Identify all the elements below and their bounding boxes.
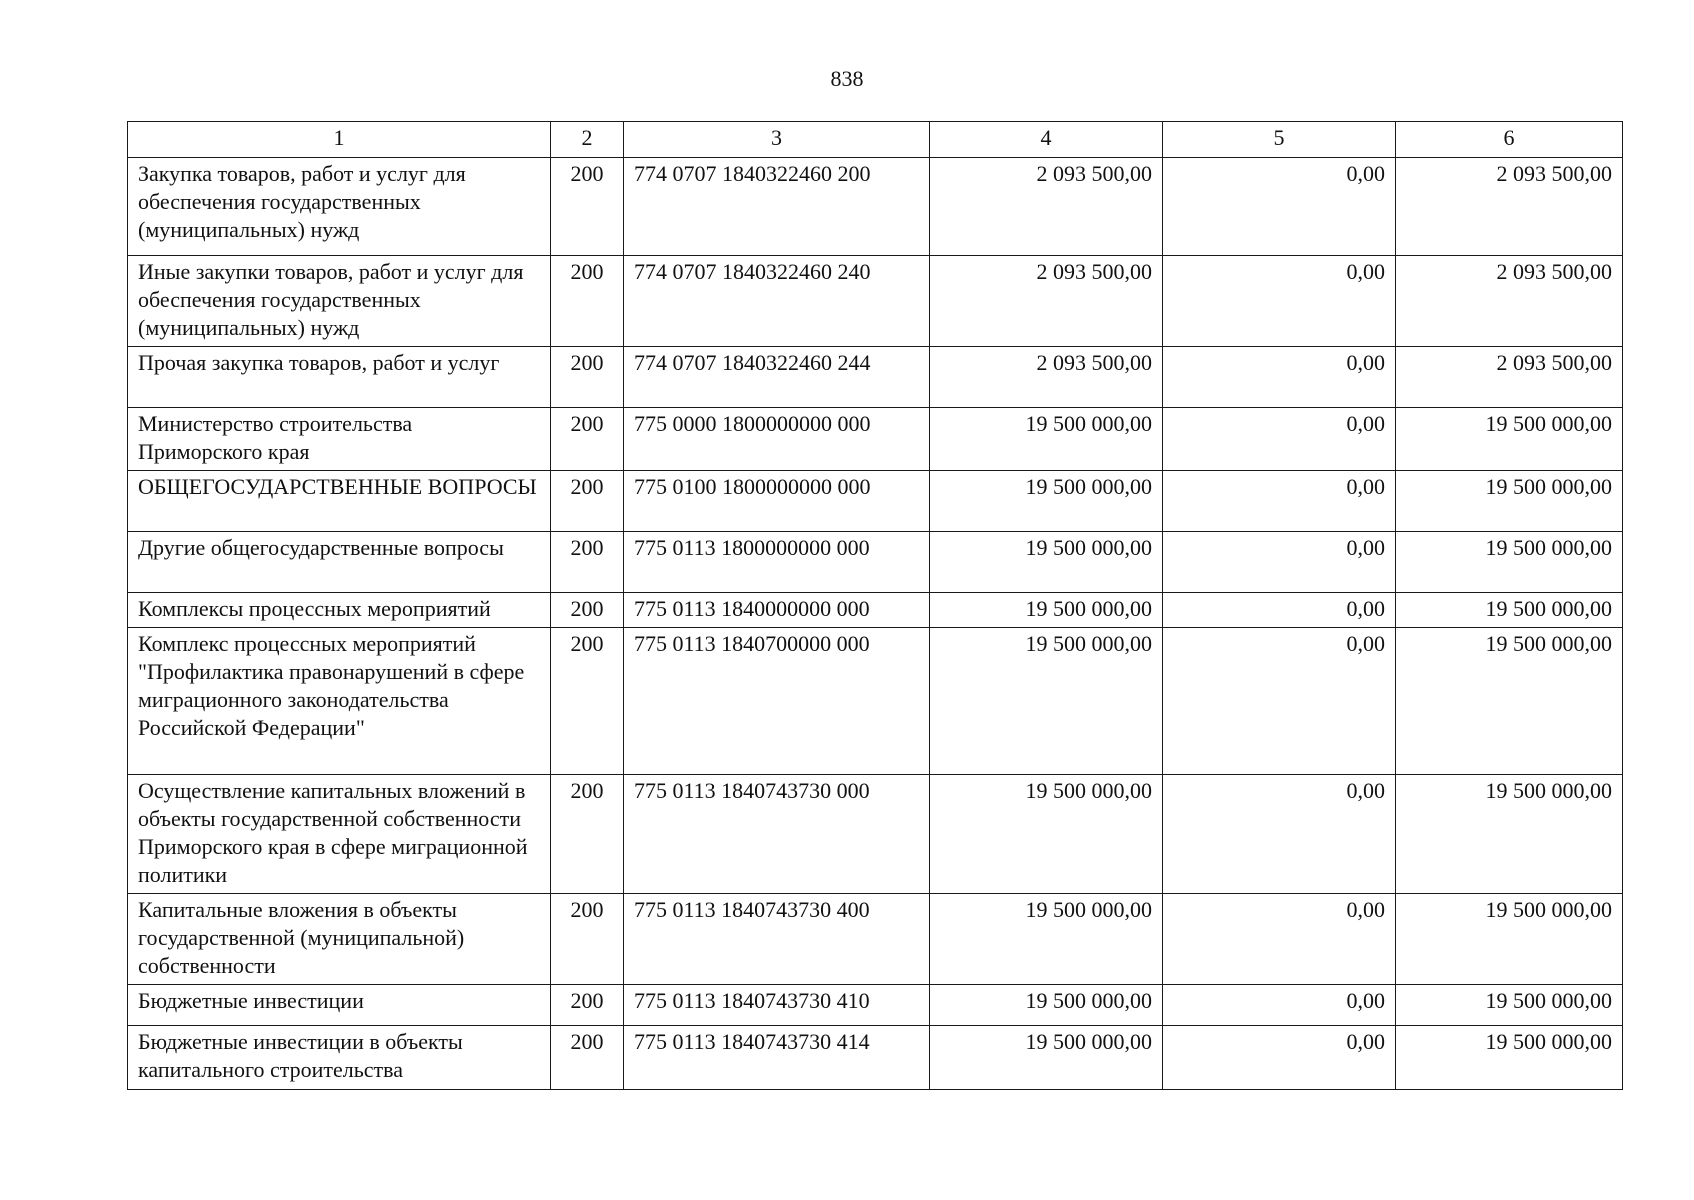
- row-change: 0,00: [1163, 628, 1396, 775]
- row-amount: 19 500 000,00: [930, 471, 1163, 532]
- row-change: 0,00: [1163, 158, 1396, 256]
- row-name: Осуществление капитальных вложений в объекты государственной собственности Приморского края в сфере миграционной политики: [128, 775, 551, 894]
- row-name: Комплексы процессных мероприятий: [128, 593, 551, 628]
- row-total: 19 500 000,00: [1396, 532, 1623, 593]
- row-classification-code: 775 0113 1840743730 400: [624, 894, 930, 985]
- row-amount: 19 500 000,00: [930, 1026, 1163, 1090]
- row-classification-code: 774 0707 1840322460 244: [624, 347, 930, 408]
- row-classification-code: 775 0000 1800000000 000: [624, 408, 930, 471]
- column-header: 4: [930, 122, 1163, 158]
- row-name: Министерство строительства Приморского края: [128, 408, 551, 471]
- row-change: 0,00: [1163, 532, 1396, 593]
- row-total: 19 500 000,00: [1396, 1026, 1623, 1090]
- row-classification-code: 775 0113 1840743730 414: [624, 1026, 930, 1090]
- row-total: 2 093 500,00: [1396, 347, 1623, 408]
- row-amount: 19 500 000,00: [930, 628, 1163, 775]
- row-total: 2 093 500,00: [1396, 256, 1623, 347]
- row-classification-code: 775 0113 1840743730 000: [624, 775, 930, 894]
- table-row: [128, 158, 1623, 256]
- row-change: 0,00: [1163, 593, 1396, 628]
- column-header: 1: [128, 122, 551, 158]
- row-name: Бюджетные инвестиции в объекты капитального строительства: [128, 1026, 551, 1090]
- row-amount: 19 500 000,00: [930, 593, 1163, 628]
- row-amount: 2 093 500,00: [930, 347, 1163, 408]
- row-change: 0,00: [1163, 775, 1396, 894]
- row-code: 200: [551, 628, 624, 775]
- row-code: 200: [551, 256, 624, 347]
- column-header: 5: [1163, 122, 1396, 158]
- table-row: [128, 628, 1623, 775]
- row-code: 200: [551, 985, 624, 1026]
- row-amount: 19 500 000,00: [930, 408, 1163, 471]
- header-row: [128, 122, 1623, 158]
- row-total: 19 500 000,00: [1396, 775, 1623, 894]
- row-change: 0,00: [1163, 347, 1396, 408]
- row-total: 19 500 000,00: [1396, 894, 1623, 985]
- row-code: 200: [551, 158, 624, 256]
- row-code: 200: [551, 894, 624, 985]
- row-amount: 2 093 500,00: [930, 158, 1163, 256]
- row-amount: 19 500 000,00: [930, 532, 1163, 593]
- row-name: Бюджетные инвестиции: [128, 985, 551, 1026]
- row-change: 0,00: [1163, 471, 1396, 532]
- table-row: [128, 408, 1623, 471]
- row-name: Закупка товаров, работ и услуг для обеспечения государственных (муниципальных) нужд: [128, 158, 551, 256]
- row-name: Иные закупки товаров, работ и услуг для обеспечения государственных (муниципальных) нужд: [128, 256, 551, 347]
- row-name: Прочая закупка товаров, работ и услуг: [128, 347, 551, 408]
- row-code: 200: [551, 471, 624, 532]
- table-row: [128, 471, 1623, 532]
- column-header: 2: [551, 122, 624, 158]
- column-header: 3: [624, 122, 930, 158]
- row-total: 19 500 000,00: [1396, 408, 1623, 471]
- row-name: Другие общегосударственные вопросы: [128, 532, 551, 593]
- row-classification-code: 774 0707 1840322460 240: [624, 256, 930, 347]
- row-change: 0,00: [1163, 408, 1396, 471]
- row-total: 19 500 000,00: [1396, 985, 1623, 1026]
- table-row: [128, 985, 1623, 1026]
- table-row: [128, 1026, 1623, 1090]
- table-row: [128, 256, 1623, 347]
- column-header: 6: [1396, 122, 1623, 158]
- row-classification-code: 775 0113 1840700000 000: [624, 628, 930, 775]
- row-amount: 19 500 000,00: [930, 775, 1163, 894]
- table-row: [128, 894, 1623, 985]
- page-number: 838: [830, 66, 864, 91]
- table-row: [128, 593, 1623, 628]
- row-change: 0,00: [1163, 256, 1396, 347]
- row-change: 0,00: [1163, 1026, 1396, 1090]
- row-code: 200: [551, 532, 624, 593]
- row-code: 200: [551, 347, 624, 408]
- row-name: ОБЩЕГОСУДАРСТВЕННЫЕ ВОПРОСЫ: [128, 471, 551, 532]
- table-row: [128, 775, 1623, 894]
- row-code: 200: [551, 408, 624, 471]
- row-total: 19 500 000,00: [1396, 471, 1623, 532]
- row-name: Комплекс процессных мероприятий "Профилактика правонарушений в сфере миграционного законодательства Российской Федерации": [128, 628, 551, 775]
- budget-table: [127, 121, 1623, 1090]
- row-total: 19 500 000,00: [1396, 593, 1623, 628]
- row-amount: 19 500 000,00: [930, 894, 1163, 985]
- row-amount: 2 093 500,00: [930, 256, 1163, 347]
- row-classification-code: 775 0113 1840000000 000: [624, 593, 930, 628]
- row-classification-code: 775 0113 1800000000 000: [624, 532, 930, 593]
- row-code: 200: [551, 775, 624, 894]
- row-change: 0,00: [1163, 894, 1396, 985]
- row-classification-code: 775 0100 1800000000 000: [624, 471, 930, 532]
- row-code: 200: [551, 1026, 624, 1090]
- table-row: [128, 532, 1623, 593]
- row-change: 0,00: [1163, 985, 1396, 1026]
- row-code: 200: [551, 593, 624, 628]
- row-total: 19 500 000,00: [1396, 628, 1623, 775]
- row-name: Капитальные вложения в объекты государственной (муниципальной) собственности: [128, 894, 551, 985]
- row-amount: 19 500 000,00: [930, 985, 1163, 1026]
- row-classification-code: 775 0113 1840743730 410: [624, 985, 930, 1026]
- row-total: 2 093 500,00: [1396, 158, 1623, 256]
- table-row: [128, 347, 1623, 408]
- row-classification-code: 774 0707 1840322460 200: [624, 158, 930, 256]
